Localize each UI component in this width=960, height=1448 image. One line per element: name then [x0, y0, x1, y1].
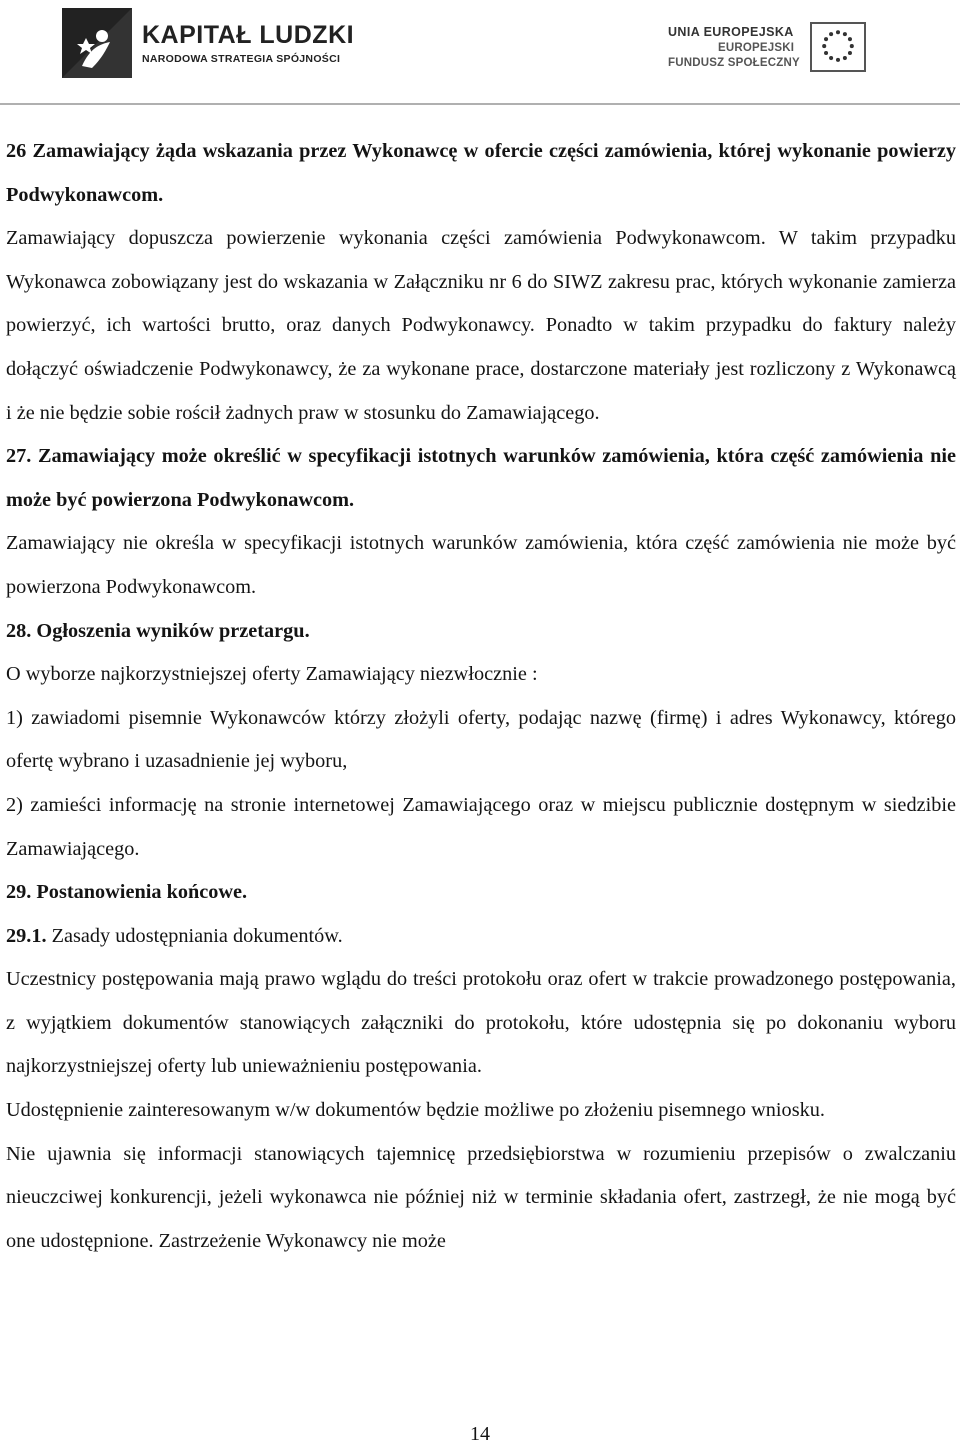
- kapital-ludzki-title: KAPITAŁ LUDZKI: [142, 20, 355, 49]
- page-number: 14: [470, 1423, 490, 1445]
- section-27-body: Zamawiający nie określa w specyfikacji istotnych warunków zamówienia, która część zamówienia nie może być powierzona Podwykonawcom.: [6, 532, 956, 598]
- page-header: [0, 0, 960, 100]
- eu-logo-line2: EUROPEJSKI: [718, 42, 795, 54]
- section-29-paragraph-2: Udostępnienie zainteresowanym w/w dokumentów będzie możliwe po złożeniu pisemnego wniosku.: [6, 1099, 825, 1122]
- section-29-heading: 29. Postanowienia końcowe.: [6, 881, 248, 904]
- section-29-paragraph-1: Uczestnicy postępowania mają prawo wglądu do treści protokołu oraz ofert w trakcie prowadzonego postępowania, z wyjątkiem dokumentów stanowiących załączniki do protokołu, które udostępnia się po dokonaniu wyboru najkorzystniejszej oferty lub unieważnieniu postępowania.: [6, 968, 956, 1078]
- section-26-heading: 26 Zamawiający żąda wskazania przez Wykonawcę w ofercie części zamówienia, której wykonanie powierzy Podwykonawcom.: [6, 140, 956, 206]
- eu-logo-line1: UNIA EUROPEJSKA: [668, 25, 794, 39]
- header-divider: [0, 103, 960, 105]
- eu-logo-line3: FUNDUSZ SPOŁECZNY: [668, 57, 800, 69]
- section-29-1-title: Zasady udostępniania dokumentów.: [46, 924, 343, 947]
- eu-flag-icon: [810, 22, 866, 72]
- section-27-heading: 27. Zamawiający może określić w specyfikacji istotnych warunków zamówienia, która część zamówienia nie może być powierzona Podwykonawcom.: [6, 445, 956, 511]
- kapital-ludzki-subtitle: NARODOWA STRATEGIA SPÓJNOŚCI: [142, 52, 341, 65]
- section-28-heading: 28. Ogłoszenia wyników przetargu.: [6, 619, 310, 642]
- section-29-paragraph-3: Nie ujawnia się informacji stanowiących tajemnicę przedsiębiorstwa w rozumieniu przepisów o zwalczaniu nieuczciwej konkurencji, jeżeli wykonawca nie później niż w terminie składania ofert, zastrzegł, że nie mogą być one udostępnione. Zastrzeżenie Wykonawcy nie może: [6, 1142, 956, 1252]
- section-29-1-heading: [6, 915, 956, 959]
- section-28-item-1: 1) zawiadomi pisemnie Wykonawców którzy złożyli oferty, podając nazwę (firmę) i adres Wykonawcy, którego ofertę wybrano i uzasadnienie jej wyboru,: [6, 706, 956, 773]
- eu-logo: [668, 22, 866, 72]
- section-26-body: Zamawiający dopuszcza powierzenie wykonania części zamówienia Podwykonawcom. W takim przypadku Wykonawca zobowiązany jest do wskazania w Załączniku nr 6 do SIWZ zakresu prac, których wykonanie zamierza powierzyć, ich wartości brutto, oraz danych Podwykonawcy. Ponadto w takim przypadku do faktury należy dołączyć oświadczenie Podwykonawcy, że za wykonane prace, dostarczone materiały jest rozliczony z Wykonawcą i że nie będzie sobie rościł żadnych praw w stosunku do Zamawiającego.: [6, 227, 956, 424]
- section-29-1-number: 29.1.: [6, 924, 47, 947]
- kapital-ludzki-emblem-icon: [62, 8, 132, 78]
- kapital-ludzki-logo: [62, 8, 354, 78]
- section-28-item-2: 2) zamieści informację na stronie internetowej Zamawiającego oraz w miejscu publicznie dostępnym w siedzibie Zamawiającego.: [6, 793, 956, 860]
- document-body: [6, 130, 956, 1263]
- section-28-intro: O wyborze najkorzystniejszej oferty Zamawiający niezwłocznie :: [6, 663, 538, 686]
